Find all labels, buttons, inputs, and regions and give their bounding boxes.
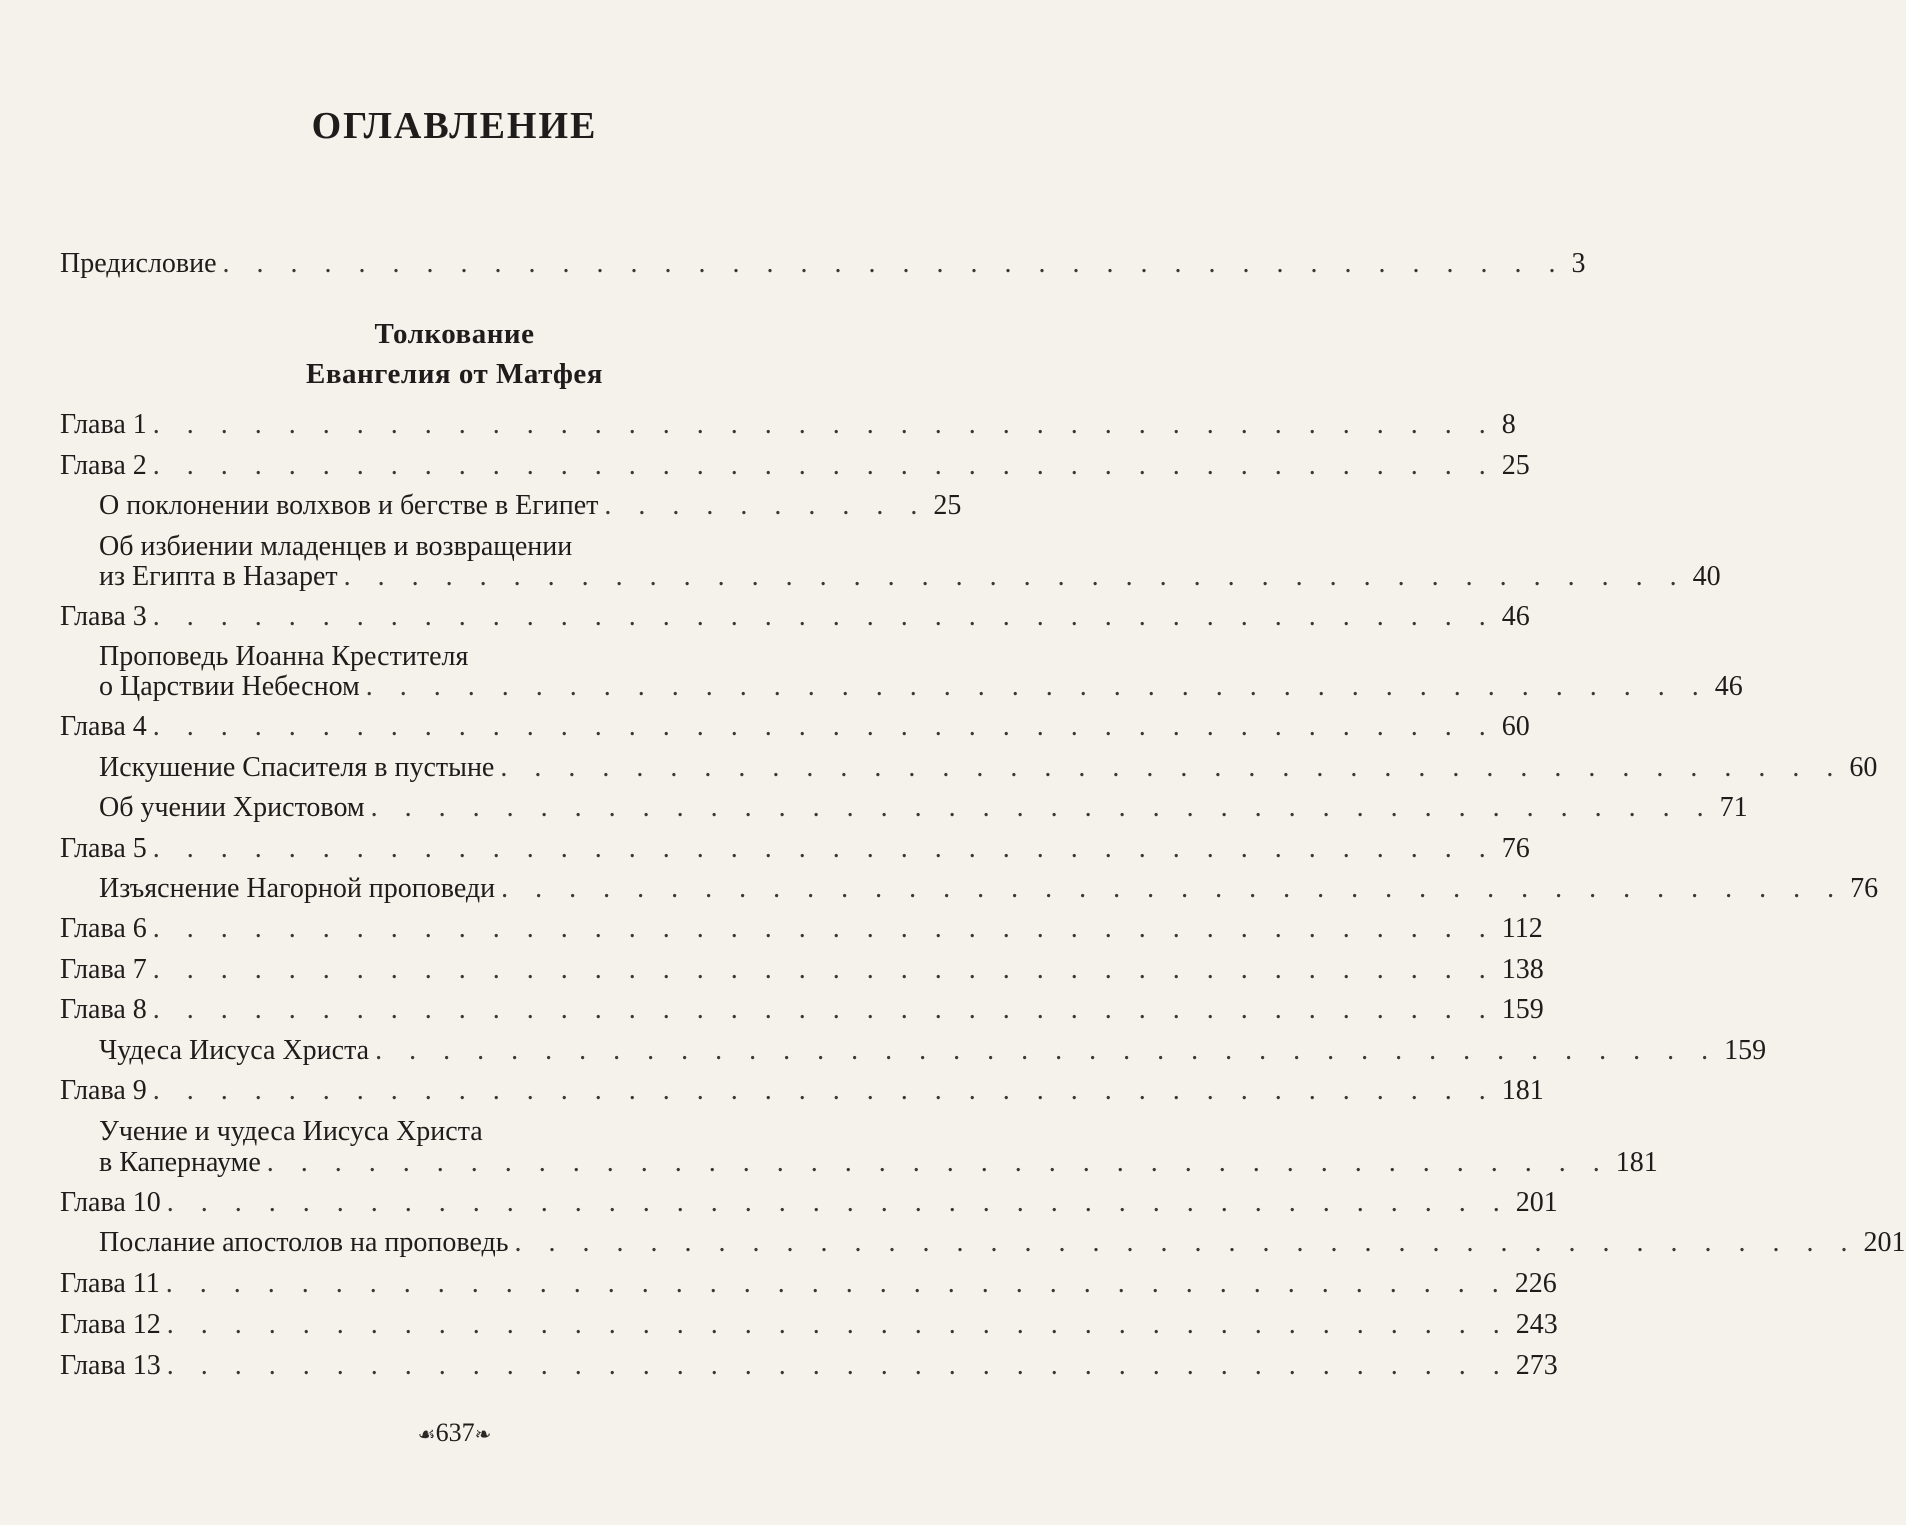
toc-entry-page: 243	[1515, 1309, 1558, 1340]
toc-entry-chapter	[60, 990, 1544, 1030]
toc-entry-label: Послание апостолов на проповедь	[99, 1227, 509, 1258]
toc-entry-chapter	[60, 1346, 1558, 1386]
toc-entry-label: Глава 1	[60, 409, 147, 440]
toc-entry-label: Глава 13	[60, 1350, 161, 1381]
toc-entry-label-line1: Об избиении младенцев и возвращении	[99, 531, 573, 562]
dot-leader: . . . . . . . . . . . . . . . . . . . . . . . . . . . . . . . . . . . . . . . .	[501, 873, 1845, 904]
toc-entry-label: в Капернауме	[99, 1147, 261, 1178]
toc-entry-page: 226	[1514, 1268, 1557, 1299]
dot-leader: . . . . . . . . . . . . . . . . . . . . . . . . . . . . . . . . . . . . . . . .	[370, 792, 1714, 823]
toc-entry-label: Глава 7	[60, 954, 147, 985]
toc-entry-label-line1: Учение и чудеса Иисуса Христа	[99, 1116, 483, 1147]
page-title: ОГЛАВЛЕНИЕ	[311, 105, 598, 147]
toc-entry-label: Глава 5	[60, 833, 147, 864]
toc-entry-subsection	[99, 869, 1879, 909]
dot-leader: . . . . . . . . . . . . . . . . . . . . . . . . . . . . . . . . . . . . . . . .	[152, 833, 1496, 864]
toc-entry-chapter	[60, 1183, 1558, 1223]
toc-entry-page: 273	[1515, 1350, 1558, 1381]
toc-entry-page: 46	[1714, 671, 1743, 702]
section-title-line1: Толкование	[374, 318, 535, 350]
toc-entry-label: Глава 2	[60, 450, 147, 481]
toc-entry-page: 201	[1515, 1187, 1558, 1218]
toc-entry-chapter	[60, 707, 1530, 747]
toc-entry-chapter	[60, 909, 1543, 949]
toc-entry-page: 76	[1850, 873, 1879, 904]
toc-entry-label: о Царствии Небесном	[99, 671, 360, 702]
toc-entry-chapter	[60, 597, 1530, 637]
toc-entry-label: Искушение Спасителя в пустыне	[99, 752, 495, 783]
toc-entry-chapter	[60, 1264, 1557, 1304]
toc-entry-subsection	[99, 748, 1878, 788]
toc-entry-label: О поклонении волхвов и бегстве в Египет	[99, 490, 599, 521]
toc-entry-subsection	[99, 1143, 1658, 1183]
toc-entry-page: 76	[1501, 833, 1530, 864]
dot-leader: . . . . . . . . . . . . . . . . . . . . . . . . . . . . . . . . . . . . . . . .	[222, 248, 1566, 279]
toc-entry-chapter	[60, 405, 1516, 445]
dot-leader: . . . . . . . . . . . . . . . . . . . . . . . . . . . . . . . . . . . . . . . .	[500, 752, 1844, 783]
toc-entry-page: 8	[1501, 409, 1516, 440]
dot-leader: . . . . . . . . . . . . . . . . . . . . . . . . . . . . . . . . . . . . . . . .	[152, 711, 1496, 742]
ornament-right-icon: ❧	[474, 1424, 492, 1446]
toc-entry-label: Глава 9	[60, 1075, 147, 1106]
toc-entry-page: 60	[1849, 752, 1878, 783]
dot-leader: . . . . . . . . . . . . . . . . . . . . . . . . . . . . . . . . . . . . . . . .	[166, 1350, 1510, 1381]
toc-entry-chapter	[60, 1071, 1544, 1111]
toc-entry-page: 60	[1501, 711, 1530, 742]
toc-entry-subsection	[99, 667, 1743, 707]
dot-leader: . . . . . . . . . . . . . . . . . . . . . . . . . . . . . . . . . . . . . . . .	[152, 450, 1496, 481]
dot-leader: . . . . . . . . . . . . . . . . . . . . . . . . . . . . . . . . . . . . . . . .	[152, 913, 1496, 944]
toc-entry-page: 25	[933, 490, 962, 521]
dot-leader: . . . . . . . . . . . . . . . . . . . . . . . . . . . . . . . . . . . . . . . .	[166, 1187, 1510, 1218]
toc-entry-page: 181	[1615, 1147, 1658, 1178]
toc-entry-page: 159	[1724, 1035, 1767, 1066]
dot-leader: . . . . . . . . . . . . . . . . . . . . . . . . . . . . . . . . . . . . . . . .	[152, 994, 1496, 1025]
dot-leader: . . . . . . . . . . . . . . . . . . . . . . . . . . . . . . . . . . . . . . . .	[375, 1035, 1719, 1066]
toc-entry-label: Глава 6	[60, 913, 147, 944]
toc-entry-page: 3	[1571, 248, 1586, 279]
toc-entry-label-line1: Проповедь Иоанна Крестителя	[99, 641, 469, 672]
dot-leader: . . . . . . . . . . . . . . . . . . . . . . . . . . . . . . . . . . . . . . . .	[152, 954, 1496, 985]
toc-entry-label: Изъяснение Нагорной проповеди	[99, 873, 496, 904]
dot-leader: . . . . . . . . . . . . . . . . . . . . . . . . . . . . . . . . . . . . . . . .	[152, 409, 1496, 440]
toc-entry-chapter	[60, 446, 1530, 486]
toc-entry-label: Предисловие	[60, 248, 217, 279]
toc-entry-label: Глава 11	[60, 1268, 160, 1299]
toc-entry-label: Глава 12	[60, 1309, 161, 1340]
toc-entry-label: из Египта в Назарет	[99, 561, 338, 592]
dot-leader: . . . . . . . . . . . . . . . . . . . . . . . . . . . . . . . . . . . . . . . .	[266, 1147, 1610, 1178]
toc-entry-page: 138	[1501, 954, 1544, 985]
dot-leader: . . . . . . . . . . . . . . . . . . . . . . . . . . . . . . . . . . . . . . . .	[365, 671, 1709, 702]
toc-entry-page: 71	[1719, 792, 1748, 823]
dot-leader: . . . . . . . . . . . . . . . . . . . . . . . . . . . . . . . . . . . . . . . .	[514, 1227, 1858, 1258]
toc-entry-chapter	[60, 950, 1544, 990]
toc-entry-label: Глава 3	[60, 601, 147, 632]
dot-leader: . . . . . . . . . . . . . . . . . . . . . . . . . . . . . . . . . . . . . . . .	[343, 561, 1687, 592]
dot-leader: . . . . . . . . . . . . . . . . . . . . . . . . . . . . . . . . . . . . . . . .	[152, 1075, 1496, 1106]
dot-leader: . . . . . . . . . . . . . . . . . . . . . . . . . . . . . . . . . . . . . . . .	[152, 601, 1496, 632]
toc-entry-page: 201	[1863, 1227, 1906, 1258]
toc-entry-label: Глава 10	[60, 1187, 161, 1218]
page-number: 637	[435, 1418, 475, 1447]
toc-entry-page: 159	[1501, 994, 1544, 1025]
toc-entry-subsection	[99, 486, 962, 526]
page-number-footer	[0, 1418, 909, 1448]
toc-entry-subsection	[99, 788, 1748, 828]
toc-entry-label: Об учении Христовом	[99, 792, 365, 823]
toc-entry-chapter	[60, 1305, 1558, 1345]
toc-entry-label: Чудеса Иисуса Христа	[99, 1035, 370, 1066]
toc-entry-subsection	[99, 557, 1721, 597]
dot-leader: . . . . . . . . . . . . . . . . . . . . . . . . . . . . . . . . . . . . . . . .	[165, 1268, 1509, 1299]
dot-leader: . . . . . . . . . . . . . . . . . . . . . . . . . . . . . . . . . . . . . . . .	[166, 1309, 1510, 1340]
section-title-line2: Евангелия от Матфея	[306, 358, 603, 390]
dot-leader: . . . . . . . . . .	[604, 490, 928, 521]
toc-entry-subsection	[99, 1031, 1767, 1071]
ornament-left-icon: ☙	[417, 1424, 436, 1446]
toc-entry-page: 40	[1692, 561, 1721, 592]
toc-entry-page: 25	[1501, 450, 1530, 481]
toc-entry-page: 181	[1501, 1075, 1544, 1106]
toc-entry-page: 112	[1501, 913, 1543, 944]
toc-entry-page: 46	[1501, 601, 1530, 632]
toc-entry-label: Глава 8	[60, 994, 147, 1025]
toc-entry-label: Глава 4	[60, 711, 147, 742]
toc-entry-subsection	[99, 1223, 1906, 1263]
toc-entry-chapter	[60, 829, 1530, 869]
toc-entry-preface	[60, 244, 1586, 284]
